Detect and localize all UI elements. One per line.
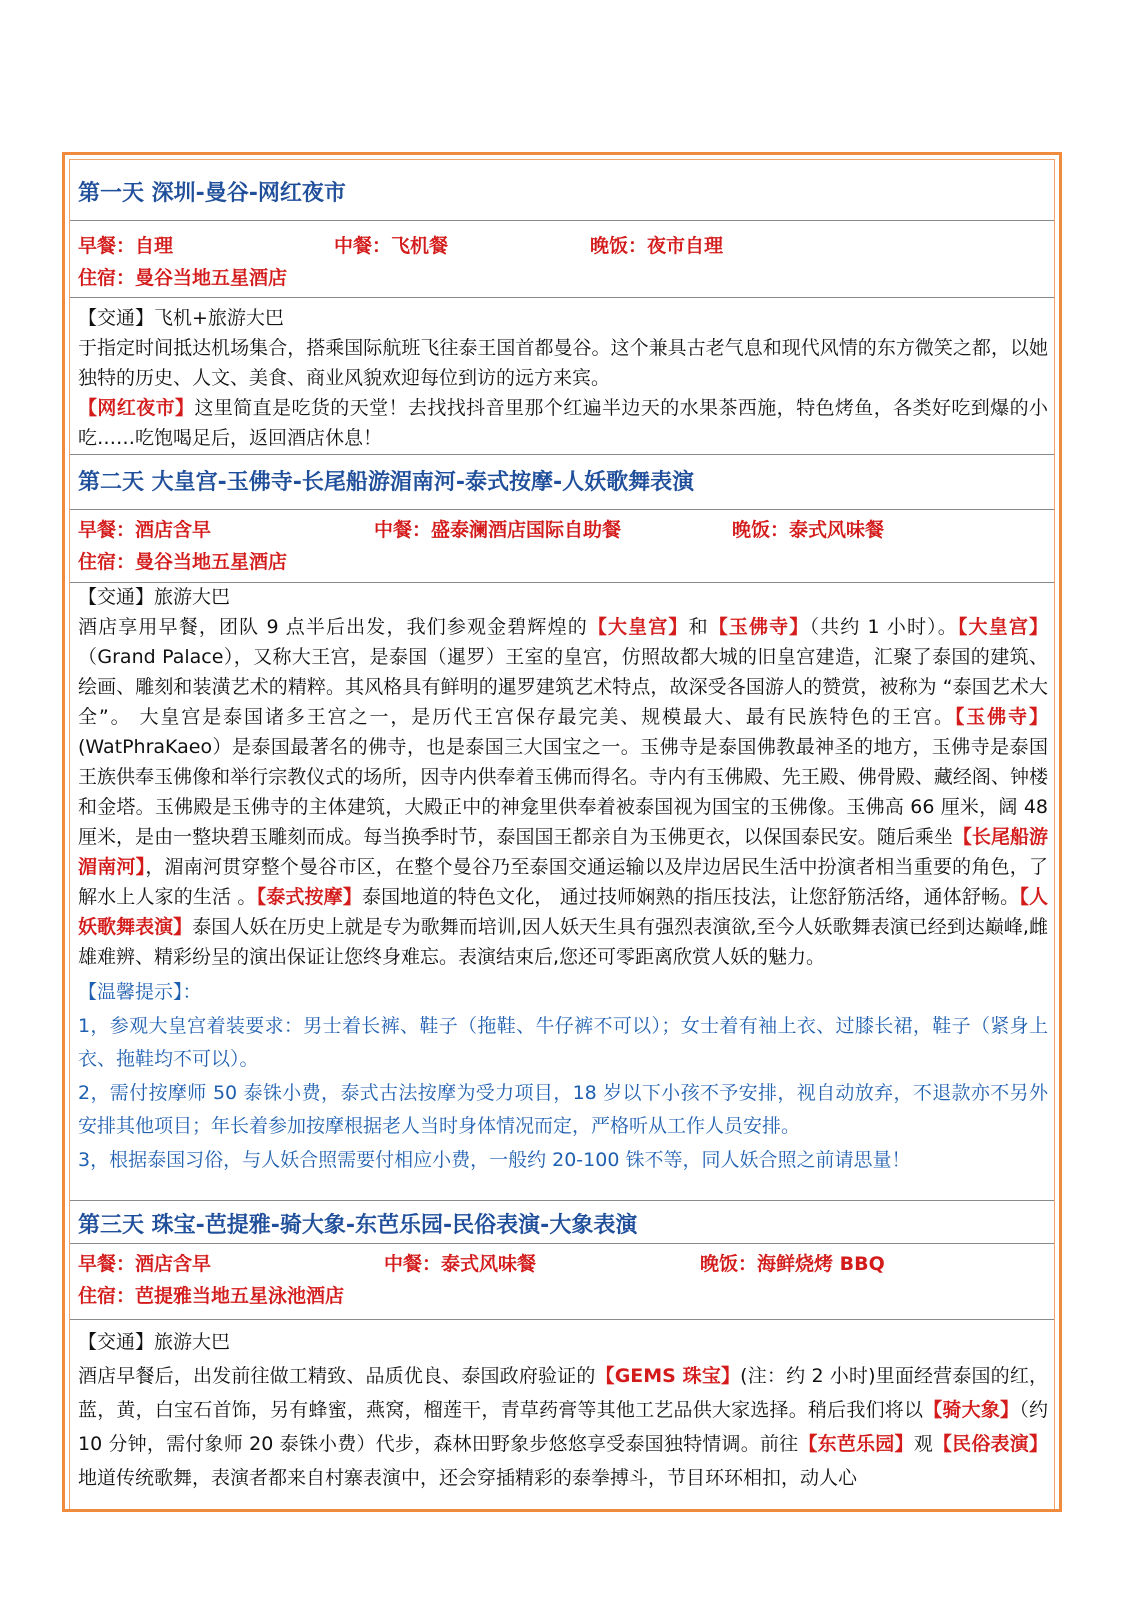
day2-highlight-thai-massage: 【泰式按摩】 [256, 886, 362, 908]
day2-transport: 【交通】旅游大巴 [78, 586, 231, 608]
day2-text-5: (WatPhraKaeo）是泰国最著名的佛寺，也是泰国三大国宝之一。玉佛寺是泰国佛教最神圣的地方，玉佛寺是泰国王族供奉玉佛像和举行宗教仪式的场所，因寺内供奉着玉佛而得名。寺内有玉佛殿、先王殿、佛骨殿、藏经阁、钟楼和金塔。玉佛殿是玉佛寺的主体建筑，大殿正中的神龛里供奉着被泰国视为国宝的玉佛像。玉佛高 66 厘米，阔 48 厘米，是由一整块碧玉雕刻而成。每当换季时节，泰国国王都亲自为玉佛更衣，以保国泰民安。随后乘坐 [78, 736, 1048, 848]
day2-dinner: 晚饭：泰式风味餐 [732, 519, 885, 541]
day1-meals-row [70, 221, 1054, 298]
day2-lunch: 中餐：盛泰澜酒店国际自助餐 [374, 519, 622, 541]
day1-paragraph-2 [78, 393, 1048, 453]
day3-paragraph [78, 1359, 1048, 1495]
day3-text-4: 观 [913, 1433, 933, 1455]
day3-meals-row [70, 1244, 1054, 1320]
day3-text-1: 酒店早餐后，出发前往做工精致、品质优良、泰国政府验证的 [78, 1365, 596, 1387]
day2-text-2: 和 [688, 616, 709, 638]
day1-highlight-night-market: 【网红夜市】 [78, 397, 195, 419]
day2-highlight-cabaret-show: 【人妖歌舞表演】 [78, 886, 1048, 938]
day3-body-row [70, 1320, 1054, 1512]
tips-title: 【温馨提示】： [78, 981, 202, 1003]
day3-text-5: 地道传统歌舞，表演者都来自村寨表演中，还会穿插精彩的泰拳搏斗，节目环环相扣，动人心 [78, 1467, 858, 1489]
day1-breakfast: 早餐：自理 [78, 235, 174, 257]
day2-text-1: 酒店享用早餐，团队 9 点半后出发，我们参观金碧辉煌的 [78, 616, 588, 638]
day2-highlight-emerald-buddha: 【玉佛寺】 [708, 616, 810, 638]
day3-dinner: 晚饭：海鲜烧烤 BBQ [700, 1253, 885, 1275]
tip-2: 2，需付按摩师 50 泰铢小费，泰式古法按摩为受力项目，18 岁以下小孩不予安排，视自动放弃，不退款亦不另外安排其他项目；年长着参加按摩根据老人当时身体情况而定，严格听从工作人员安排。 [78, 1081, 1048, 1137]
day1-transport: 【交通】飞机+旅游大巴 [78, 307, 284, 329]
day2-body [78, 582, 1048, 1177]
day2-highlight-grand-palace-2: 【大皇宫】 [957, 616, 1048, 638]
day1-title-row [70, 160, 1054, 221]
tip-1: 1，参观大皇宫着装要求：男士着长裤、鞋子（拖鞋、牛仔裤不可以）；女士着有袖上衣、过膝长裙，鞋子（紧身上衣、拖鞋均不可以）。 [78, 1014, 1048, 1070]
day3-title: 第三天 珠宝-芭提雅-骑大象-东芭乐园-民俗表演-大象表演 [78, 1213, 638, 1238]
itinerary-frame [62, 152, 1062, 1512]
day2-text-7: 泰国地道的特色文化， 通过技师娴熟的指压技法，让您舒筋活络，通体舒畅。 [361, 886, 1020, 908]
day2-title: 第二天 大皇宫-玉佛寺-长尾船游湄南河-泰式按摩-人妖歌舞表演 [78, 470, 695, 495]
day2-text-8: 泰国人妖在历史上就是专为歌舞而培训,因人妖天生具有强烈表演欲,至今人妖歌舞表演已经到达巅峰,雌雄难辨、精彩纷呈的演出保证让您终身难忘。表演结束后,您还可零距离欣赏人妖的魅力。 [78, 916, 1048, 968]
day1-body-row [70, 298, 1054, 455]
day2-highlight-longtail-boat: 【长尾船游湄南河】 [78, 826, 1048, 878]
day1-dinner: 晚饭：夜市自理 [590, 235, 724, 257]
day1-paragraph-1: 于指定时间抵达机场集合，搭乘国际航班飞往泰王国首都曼谷。这个兼具古老气息和现代风情的东方微笑之都，以她独特的历史、人文、美食、商业风貌欢迎每位到访的远方来宾。 [78, 337, 1048, 389]
day1-title: 第一天 深圳-曼谷-网红夜市 [78, 181, 346, 206]
day3-body [78, 1325, 1048, 1495]
day2-tips [78, 976, 1048, 1177]
day3-text-2: (注：约 2 小时)里面经营泰国的红，蓝，黄，白宝石首饰，另有蜂蜜，燕窝，榴莲干，青草药膏等其他工艺品供大家选择。稍后我们将以 [78, 1365, 1048, 1421]
day2-paragraph [78, 612, 1048, 972]
day3-highlight-nongnooch: 【东芭乐园】 [798, 1433, 914, 1455]
day3-highlight-folk-show: 【民俗表演】 [932, 1433, 1048, 1455]
day2-title-row [70, 455, 1054, 510]
day1-hotel: 住宿：曼谷当地五星酒店 [78, 267, 288, 289]
day3-title-row [70, 1201, 1054, 1244]
day3-highlight-elephant-ride: 【骑大象】 [923, 1399, 1020, 1421]
day2-highlight-emerald-buddha-2: 【玉佛寺】 [954, 706, 1048, 728]
day1-lunch: 中餐：飞机餐 [334, 235, 449, 257]
day2-meals-row [70, 510, 1054, 583]
day2-hotel: 住宿：曼谷当地五星酒店 [78, 551, 288, 573]
day3-hotel: 住宿：芭提雅当地五星泳池酒店 [78, 1285, 345, 1307]
day1-paragraph-2-text: 这里简直是吃货的天堂！去找找抖音里那个红遍半边天的水果茶西施，特色烤鱼，各类好吃到爆的小吃……吃饱喝足后，返回酒店休息！ [78, 397, 1048, 449]
itinerary-table [69, 159, 1055, 1509]
day3-text-3: （约 10 分钟，需付象师 20 泰铢小费）代步，森林田野象步悠悠享受泰国独特情调。前往 [78, 1399, 1048, 1455]
day2-body-row [70, 583, 1054, 1201]
tip-3: 3，根据泰国习俗，与人妖合照需要付相应小费，一般约 20-100 铢不等，同人妖合照之前请思量！ [78, 1148, 911, 1171]
day3-breakfast: 早餐：酒店含早 [78, 1253, 212, 1275]
day2-text-3: （共约 1 小时）。 [809, 616, 958, 638]
day2-text-6: ，湄南河贯穿整个曼谷市区，在整个曼谷乃至泰国交通运输以及岸边居民生活中扮演者相当重要的角色，了解水上人家的生活 。 [78, 856, 1048, 908]
day2-text-4: （Grand Palace），又称大王宫，是泰国（暹罗）王室的皇宫，仿照故都大城的旧皇宫建造，汇聚了泰国的建筑、绘画、雕刻和装潢艺术的精粹。其风格具有鲜明的暹罗建筑艺术特点，故深受各国游人的赞赏，被称为 “泰国艺术大全”。 大皇宫是泰国诸多王宫之一，是历代王宫保存最完美、规模最大、最有民族特色的王宫。 [78, 646, 1048, 728]
day3-highlight-gems: 【GEMS 珠宝】 [595, 1365, 741, 1387]
day3-transport: 【交通】旅游大巴 [78, 1331, 231, 1353]
day3-lunch: 中餐：泰式风味餐 [384, 1253, 537, 1275]
day2-breakfast: 早餐：酒店含早 [78, 519, 212, 541]
day2-highlight-grand-palace: 【大皇宫】 [587, 616, 689, 638]
day1-body [78, 303, 1048, 453]
